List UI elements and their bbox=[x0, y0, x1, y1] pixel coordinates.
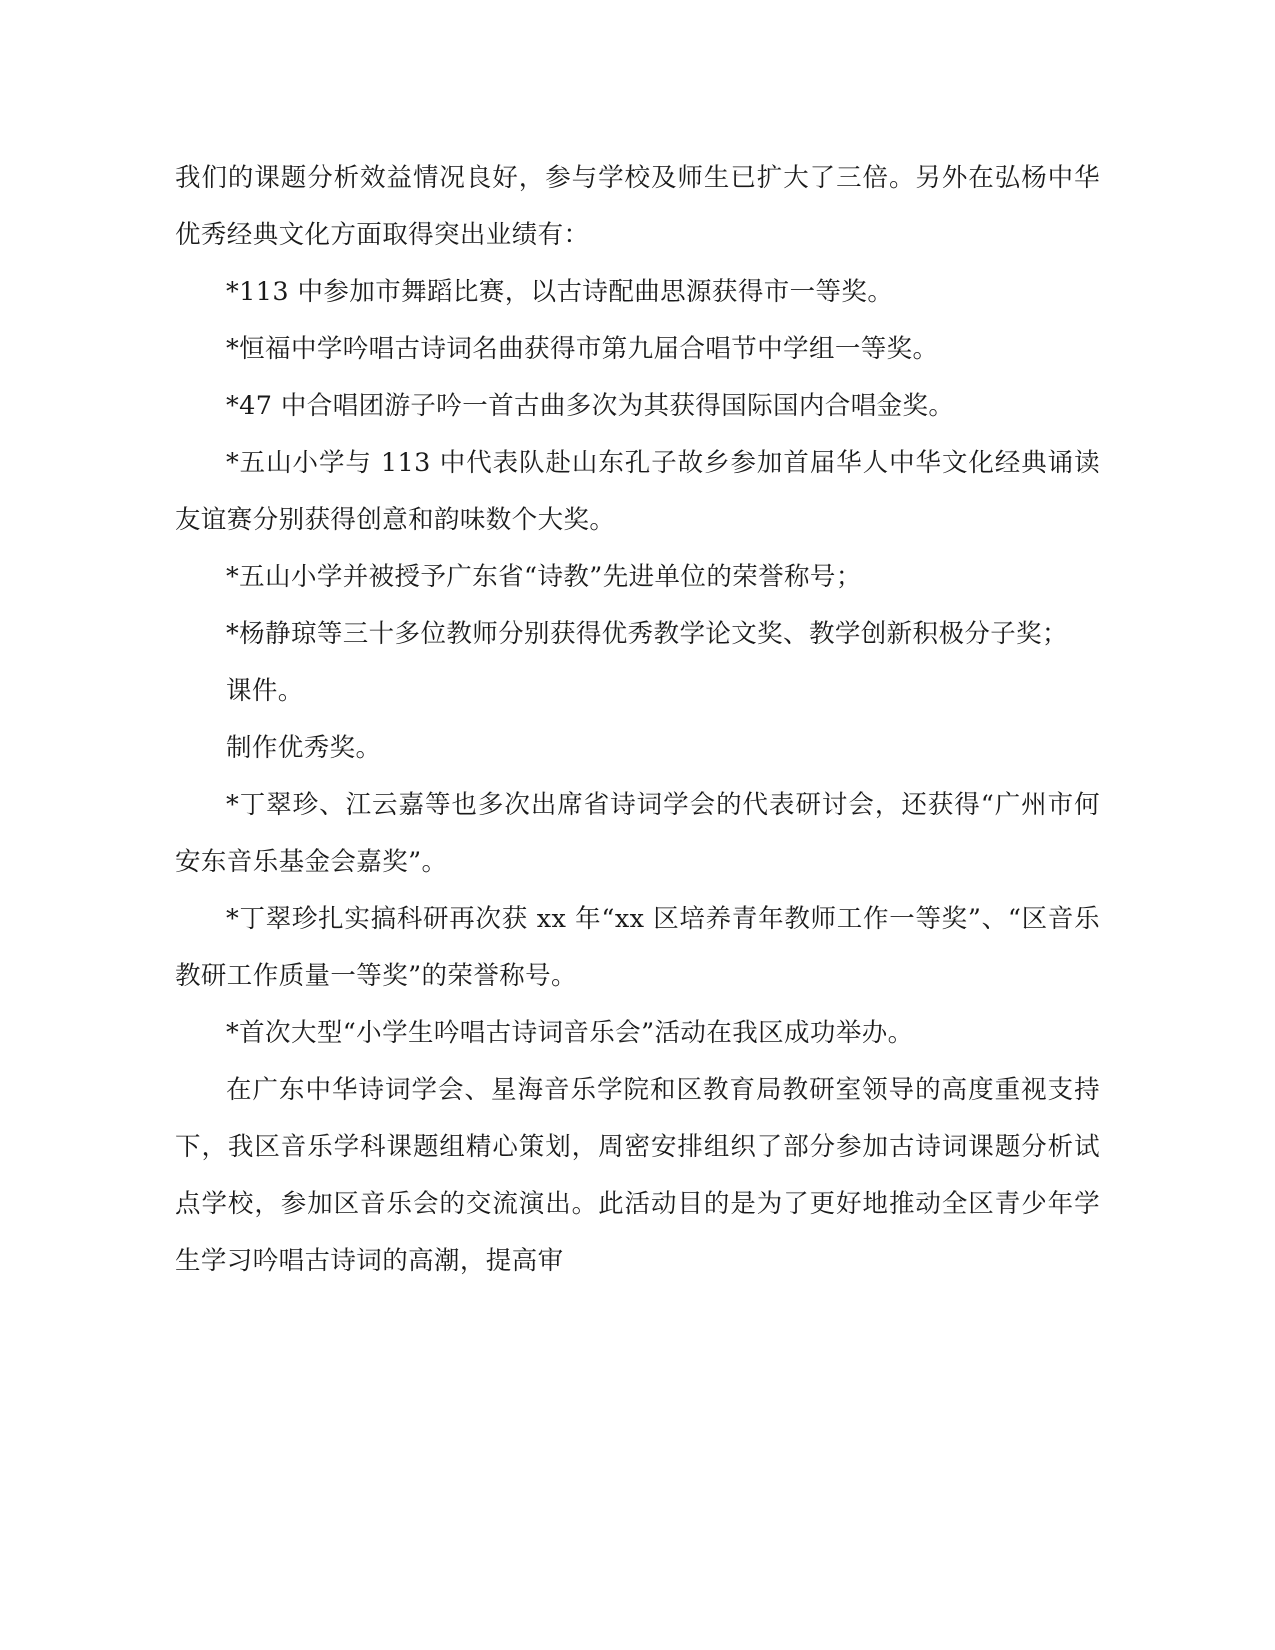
paragraph: *杨静琼等三十多位教师分别获得优秀教学论文奖、教学创新积极分子奖； bbox=[226, 619, 1068, 649]
paragraph: 在广东中华诗词学会、星海音乐学院和区教育局教研室领导的高度重视支持下，我区音乐学科课题组精心策划，周密安排组织了部分参加古诗词课题分析试点学校，参加区音乐会的交流演出。此活动目的是为了更好地推动全区青少年学生学习吟唱古诗词的高潮，提高审 bbox=[175, 1075, 1100, 1276]
paragraph: *47 中合唱团游子吟一首古曲多次为其获得国际国内合唱金奖。 bbox=[226, 391, 955, 421]
paragraph: 我们的课题分析效益情况良好，参与学校及师生已扩大了三倍。另外在弘杨中华优秀经典文化方面取得突出业绩有： bbox=[175, 163, 1100, 250]
paragraph: *五山小学与 113 中代表队赴山东孔子故乡参加首届华人中华文化经典诵读友谊赛分别获得创意和韵味数个大奖。 bbox=[175, 448, 1100, 535]
paragraph: 制作优秀奖。 bbox=[226, 733, 382, 763]
paragraph: *首次大型“小学生吟唱古诗词音乐会”活动在我区成功举办。 bbox=[226, 1018, 914, 1048]
paragraph: *恒福中学吟唱古诗词名曲获得市第九届合唱节中学组一等奖。 bbox=[226, 334, 939, 364]
paragraph: *113 中参加市舞蹈比赛，以古诗配曲思源获得市一等奖。 bbox=[226, 277, 894, 307]
paragraph: *丁翠珍扎实搞科研再次获 xx 年“xx 区培养青年教师工作一等奖”、“区音乐教研工作质量一等奖”的荣誉称号。 bbox=[175, 904, 1100, 991]
paragraph: *丁翠珍、江云嘉等也多次出席省诗词学会的代表研讨会，还获得“广州市何安东音乐基金会嘉奖”。 bbox=[175, 790, 1100, 877]
paragraph: 课件。 bbox=[226, 676, 304, 706]
paragraph: *五山小学并被授予广东省“诗教”先进单位的荣誉称号； bbox=[226, 562, 862, 592]
document-body bbox=[175, 150, 1100, 1290]
